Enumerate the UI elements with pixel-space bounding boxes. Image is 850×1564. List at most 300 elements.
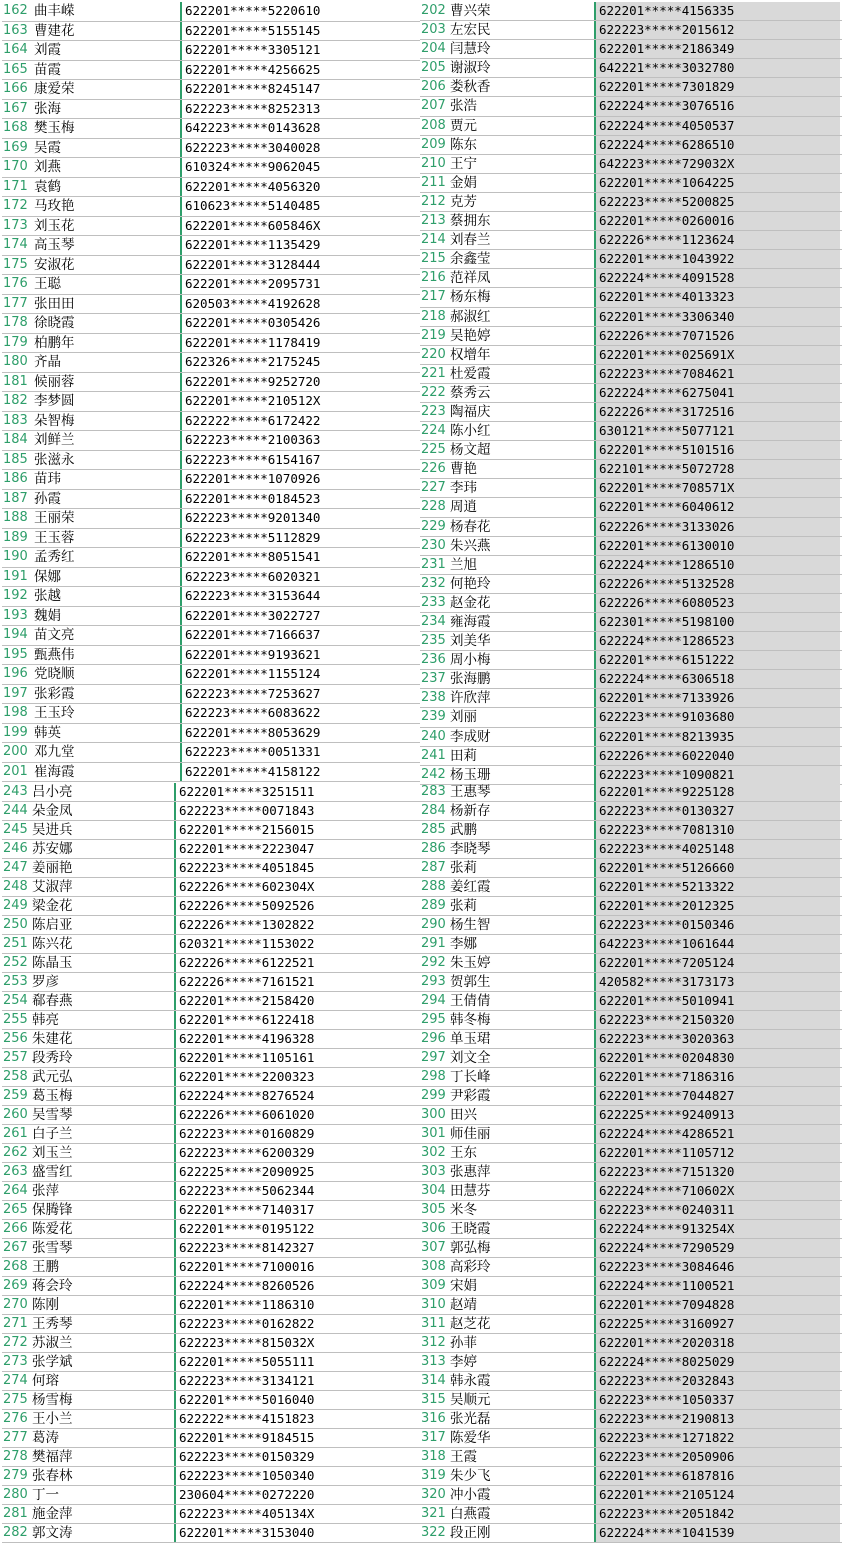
id-number-cell: 622224*****6275041 <box>594 384 840 402</box>
table-row <box>2 217 420 237</box>
name-cell: 刘霞 <box>34 42 61 58</box>
id-number-cell: 622223*****3153644 <box>180 587 420 606</box>
table-row <box>420 783 842 802</box>
row-number: 195 <box>3 646 28 662</box>
id-number-cell: 622201*****2200323 <box>174 1068 420 1086</box>
row-number: 239 <box>421 709 446 725</box>
name-cell: 赵芝花 <box>450 1316 491 1332</box>
table-row <box>420 821 842 840</box>
id-number-cell: 622223*****6020321 <box>180 568 420 587</box>
id-number-cell: 622201*****1105712 <box>594 1144 840 1162</box>
row-number: 311 <box>421 1316 446 1331</box>
name-cell: 赵金花 <box>450 594 491 611</box>
id-number-cell: 622223*****1050337 <box>594 1391 840 1409</box>
row-number: 304 <box>421 1183 446 1198</box>
id-number-cell: 622201*****3305121 <box>180 41 420 60</box>
row-number: 201 <box>3 763 28 779</box>
row-number: 240 <box>421 728 446 744</box>
row-number: 217 <box>421 289 446 305</box>
id-number-cell: 622226*****6061020 <box>174 1106 420 1124</box>
row-number: 208 <box>421 117 446 133</box>
row-number: 265 <box>3 1202 28 1217</box>
name-cell: 葛涛 <box>32 1430 59 1446</box>
name-cell: 高玉琴 <box>34 237 75 253</box>
name-cell: 段秀玲 <box>32 1050 73 1066</box>
name-cell: 苏淑兰 <box>32 1335 73 1351</box>
row-number: 280 <box>3 1487 28 1502</box>
name-cell: 权增年 <box>450 346 491 363</box>
row-number: 285 <box>421 822 446 837</box>
row-number: 197 <box>3 685 28 701</box>
name-cell: 陈刚 <box>32 1297 59 1313</box>
name-cell: 兰旭 <box>450 556 477 573</box>
row-number: 321 <box>421 1506 446 1521</box>
id-number-cell: 622201*****7140317 <box>174 1201 420 1219</box>
name-cell: 张彩霞 <box>34 685 75 702</box>
table-row <box>2 412 420 432</box>
table-row <box>2 1429 420 1448</box>
id-number-cell: 622225*****9240913 <box>594 1106 840 1124</box>
id-number-cell: 622226*****7071526 <box>594 327 840 345</box>
id-number-cell: 622201*****2158420 <box>174 992 420 1010</box>
table-row <box>2 916 420 935</box>
id-number-cell: 622201*****1186310 <box>174 1296 420 1314</box>
name-cell: 何瑢 <box>32 1373 59 1389</box>
row-number: 200 <box>3 744 28 759</box>
row-number: 165 <box>3 61 28 77</box>
row-number: 190 <box>3 549 28 564</box>
id-number-cell: 622223*****8142327 <box>174 1239 420 1257</box>
row-number: 320 <box>421 1487 446 1502</box>
id-number-cell: 622201*****2105124 <box>594 1486 840 1504</box>
id-number-cell: 622201*****6187816 <box>594 1467 840 1485</box>
name-cell: 王倩倩 <box>450 993 491 1009</box>
table-row <box>420 747 842 766</box>
table-row <box>2 353 420 373</box>
name-cell: 柏鹏年 <box>34 334 75 351</box>
name-cell: 刘玉花 <box>34 217 75 234</box>
id-number-cell: 622201*****0305426 <box>180 314 420 333</box>
id-number-cell: 622201*****7094828 <box>594 1296 840 1314</box>
id-number-cell: 642223*****0143628 <box>180 119 420 138</box>
table-row <box>420 613 842 632</box>
row-number: 282 <box>3 1525 28 1540</box>
id-number-cell: 622201*****0260016 <box>594 212 840 230</box>
table-row <box>2 763 420 783</box>
name-cell: 白子兰 <box>32 1126 73 1142</box>
row-number: 247 <box>3 860 28 875</box>
table-row <box>420 365 842 384</box>
name-cell: 韩永霞 <box>450 1373 491 1389</box>
row-number: 312 <box>421 1335 446 1350</box>
row-number: 216 <box>421 270 446 286</box>
name-cell: 保娜 <box>34 568 61 585</box>
table-row <box>420 1068 842 1087</box>
row-number: 199 <box>3 724 28 740</box>
row-number: 267 <box>3 1240 28 1255</box>
name-cell: 吴进兵 <box>32 822 73 838</box>
name-cell: 段正刚 <box>450 1525 491 1541</box>
row-number: 310 <box>421 1297 446 1312</box>
name-cell: 朵金凤 <box>32 803 73 819</box>
table-row <box>420 1049 842 1068</box>
name-cell: 甄燕伟 <box>34 646 75 663</box>
name-cell: 康爱荣 <box>34 81 75 97</box>
row-number: 219 <box>421 327 446 343</box>
table-row <box>420 1030 842 1049</box>
table-row <box>420 954 842 973</box>
row-number: 286 <box>421 841 446 856</box>
name-cell: 吴顺元 <box>450 1392 491 1408</box>
id-number-cell: 622223*****0240311 <box>594 1201 840 1219</box>
table-row <box>2 41 420 61</box>
table-row <box>2 1258 420 1277</box>
row-number: 243 <box>3 784 28 799</box>
table-row <box>2 821 420 840</box>
id-number-cell: 622224*****913254X <box>594 1220 840 1238</box>
id-number-cell: 622201*****6040612 <box>594 498 840 516</box>
table-row <box>420 575 842 594</box>
row-number: 176 <box>3 276 28 291</box>
row-number: 306 <box>421 1221 446 1236</box>
id-number-cell: 622223*****1050340 <box>174 1467 420 1485</box>
table-row <box>2 373 420 393</box>
table-row <box>2 897 420 916</box>
id-number-cell: 622201*****2012325 <box>594 897 840 915</box>
table-row <box>420 840 842 859</box>
name-cell: 李娜 <box>450 936 477 952</box>
id-number-cell: 622201*****9193621 <box>180 646 420 665</box>
id-number-cell: 622201*****3251511 <box>174 783 420 801</box>
row-number: 229 <box>421 518 446 534</box>
name-cell: 杨生智 <box>450 917 491 933</box>
name-cell: 苗文亮 <box>34 627 75 643</box>
row-number: 213 <box>421 213 446 229</box>
row-number: 252 <box>3 955 28 970</box>
name-cell: 许欣萍 <box>450 690 491 707</box>
row-number: 244 <box>3 803 28 818</box>
table-row <box>420 40 842 59</box>
name-cell: 蒋会玲 <box>32 1278 73 1294</box>
table-row <box>420 1391 842 1410</box>
id-number-cell: 622223*****5112829 <box>180 529 420 548</box>
id-number-cell: 622225*****2090925 <box>174 1163 420 1181</box>
name-cell: 刘鲜兰 <box>34 432 75 448</box>
id-number-cell: 622201*****2156015 <box>174 821 420 839</box>
id-number-cell: 622226*****602304X <box>174 878 420 896</box>
table-row <box>2 1163 420 1182</box>
id-number-cell: 622223*****0071843 <box>174 802 420 820</box>
table-row <box>420 59 842 78</box>
table-row <box>2 236 420 256</box>
name-cell: 周小梅 <box>450 652 491 669</box>
id-number-cell: 622201*****1043922 <box>594 250 840 268</box>
table-row <box>2 1125 420 1144</box>
name-cell: 范祥凤 <box>450 270 491 287</box>
name-cell: 师佳丽 <box>450 1126 491 1142</box>
name-cell: 王玉玲 <box>34 705 75 721</box>
id-number-cell: 622201*****0195122 <box>174 1220 420 1238</box>
row-number: 215 <box>421 251 446 267</box>
row-number: 193 <box>3 607 28 623</box>
name-cell: 白燕霞 <box>450 1506 491 1522</box>
name-cell: 梁金花 <box>32 898 73 914</box>
id-number-cell: 622226*****6080523 <box>594 594 840 612</box>
id-number-cell: 622223*****7084621 <box>594 365 840 383</box>
name-cell: 吕小亮 <box>32 784 73 800</box>
name-cell: 艾淑萍 <box>32 879 73 895</box>
row-number: 236 <box>421 652 446 668</box>
row-number: 232 <box>421 575 446 591</box>
row-number: 214 <box>421 232 446 248</box>
id-number-cell: 610623*****5140485 <box>180 197 420 216</box>
name-cell: 贾元 <box>450 117 477 134</box>
table-row <box>420 594 842 613</box>
table-row <box>2 470 420 490</box>
name-cell: 朱少飞 <box>450 1468 491 1484</box>
row-number: 292 <box>421 955 446 970</box>
table-row <box>2 1334 420 1353</box>
table-row <box>2 158 420 178</box>
row-number: 314 <box>421 1373 446 1388</box>
name-cell: 田莉 <box>450 747 477 764</box>
id-number-cell: 622223*****0130327 <box>594 802 840 820</box>
id-number-cell: 622224*****8260526 <box>174 1277 420 1295</box>
id-number-cell: 622226*****7161521 <box>174 973 420 991</box>
name-cell: 郗春燕 <box>32 993 73 1009</box>
row-number: 263 <box>3 1164 28 1179</box>
table-row <box>420 632 842 651</box>
row-number: 164 <box>3 42 28 57</box>
id-number-cell: 622223*****6154167 <box>180 451 420 470</box>
table-row <box>420 1296 842 1315</box>
id-number-cell: 622223*****1271822 <box>594 1429 840 1447</box>
table-row <box>2 935 420 954</box>
table-row <box>2 704 420 724</box>
id-number-cell: 622201*****1064225 <box>594 174 840 192</box>
table-row <box>2 100 420 120</box>
table-row <box>420 518 842 537</box>
id-number-cell: 622201*****8053629 <box>180 724 420 743</box>
id-number-cell: 622223*****0162822 <box>174 1315 420 1333</box>
row-number: 218 <box>421 308 446 324</box>
id-number-cell: 622224*****7290529 <box>594 1239 840 1257</box>
row-number: 297 <box>421 1050 446 1065</box>
table-row <box>420 422 842 441</box>
id-number-cell: 622223*****2015612 <box>594 21 840 39</box>
id-number-cell: 622224*****3076516 <box>594 97 840 115</box>
id-number-cell: 622201*****2020318 <box>594 1334 840 1352</box>
name-cell: 张海 <box>34 100 61 117</box>
name-cell: 韩英 <box>34 724 61 741</box>
table-row <box>420 212 842 231</box>
table-row <box>2 295 420 315</box>
name-cell: 娄秋香 <box>450 79 491 96</box>
name-cell: 陈启亚 <box>32 917 73 933</box>
name-cell: 朱建花 <box>32 1031 73 1047</box>
name-cell: 何艳玲 <box>450 575 491 592</box>
table-row <box>2 878 420 897</box>
table-row <box>2 2 420 22</box>
id-number-cell: 622201*****5101516 <box>594 441 840 459</box>
row-number: 222 <box>421 384 446 400</box>
table-row <box>2 1201 420 1220</box>
id-number-cell: 622226*****1123624 <box>594 231 840 249</box>
name-cell: 杨雪梅 <box>32 1392 73 1408</box>
row-number: 253 <box>3 974 28 989</box>
row-number: 295 <box>421 1012 446 1027</box>
id-number-cell: 622201*****8245147 <box>180 80 420 99</box>
row-number: 245 <box>3 822 28 837</box>
row-number: 301 <box>421 1126 446 1141</box>
row-number: 305 <box>421 1202 446 1217</box>
table-row <box>420 155 842 174</box>
table-row <box>420 1106 842 1125</box>
table-row <box>2 178 420 198</box>
name-cell: 吴艳婷 <box>450 327 491 344</box>
row-number: 277 <box>3 1430 28 1445</box>
name-cell: 闫慧玲 <box>450 41 491 58</box>
row-number: 281 <box>3 1506 28 1521</box>
name-cell: 韩亮 <box>32 1012 59 1028</box>
row-number: 250 <box>3 917 28 932</box>
table-row <box>420 651 842 670</box>
row-number: 272 <box>3 1335 28 1350</box>
table-row <box>2 973 420 992</box>
table-row <box>2 1068 420 1087</box>
name-cell: 袁鹤 <box>34 178 61 195</box>
id-number-cell: 622223*****405134X <box>174 1505 420 1523</box>
table-row <box>2 1315 420 1334</box>
name-cell: 孟秀红 <box>34 549 75 565</box>
id-number-cell: 622201*****708571X <box>594 479 840 497</box>
row-number: 248 <box>3 879 28 894</box>
name-cell: 米冬 <box>450 1202 477 1218</box>
id-number-cell: 622201*****025691X <box>594 346 840 364</box>
row-number: 204 <box>421 41 446 57</box>
name-cell: 张田田 <box>34 295 75 312</box>
row-number: 278 <box>3 1449 28 1464</box>
name-cell: 郭弘梅 <box>450 1240 491 1256</box>
table-row <box>2 724 420 744</box>
table-row <box>2 490 420 510</box>
id-number-cell: 622201*****5155145 <box>180 22 420 41</box>
name-cell: 张莉 <box>450 898 477 914</box>
name-cell: 陈小红 <box>450 423 491 440</box>
name-cell: 党晓顺 <box>34 666 75 682</box>
row-number: 293 <box>421 974 446 989</box>
row-number: 209 <box>421 136 446 152</box>
table-row <box>420 1448 842 1467</box>
row-number: 307 <box>421 1240 446 1255</box>
name-cell: 高彩玲 <box>450 1259 491 1275</box>
table-row <box>420 1353 842 1372</box>
row-number: 179 <box>3 334 28 350</box>
id-number-cell: 622223*****9103680 <box>594 708 840 726</box>
table-row <box>420 384 842 403</box>
table-row <box>2 275 420 295</box>
row-number: 227 <box>421 480 446 496</box>
id-number-cell: 622223*****3084646 <box>594 1258 840 1276</box>
id-number-cell: 622226*****5092526 <box>174 897 420 915</box>
row-number: 173 <box>3 217 28 233</box>
table-row <box>2 954 420 973</box>
table-row <box>2 1505 420 1524</box>
id-number-cell: 622201*****6151222 <box>594 651 840 669</box>
row-number: 296 <box>421 1031 446 1046</box>
table-row <box>2 646 420 666</box>
name-cell: 崔海霞 <box>34 763 75 780</box>
table-row <box>420 1429 842 1448</box>
row-number: 185 <box>3 451 28 467</box>
id-number-cell: 622201*****7186316 <box>594 1068 840 1086</box>
name-cell: 曲丰嵘 <box>34 3 75 19</box>
id-number-cell: 622223*****3134121 <box>174 1372 420 1390</box>
id-number-cell: 622201*****5010941 <box>594 992 840 1010</box>
name-cell: 候丽蓉 <box>34 373 75 390</box>
table-row <box>420 1467 842 1486</box>
row-number: 268 <box>3 1259 28 1274</box>
id-number-cell: 622223*****2051842 <box>594 1505 840 1523</box>
row-number: 316 <box>421 1411 446 1426</box>
row-number: 171 <box>3 178 28 194</box>
table-row <box>420 2 842 21</box>
id-number-cell: 622201*****2186349 <box>594 40 840 58</box>
name-cell: 李梦圆 <box>34 393 75 409</box>
table-row <box>420 250 842 269</box>
table-row <box>420 288 842 307</box>
table-row <box>420 1524 842 1543</box>
table-row <box>420 728 842 747</box>
name-cell: 谢淑玲 <box>450 60 491 77</box>
id-number-cell: 622226*****3133026 <box>594 518 840 536</box>
name-cell: 李晓琴 <box>450 841 491 857</box>
id-number-cell: 622201*****5016040 <box>174 1391 420 1409</box>
name-cell: 王宁 <box>450 155 477 172</box>
table-row <box>2 1391 420 1410</box>
id-number-cell: 622223*****3040028 <box>180 139 420 158</box>
row-number: 206 <box>421 79 446 95</box>
row-number: 315 <box>421 1392 446 1407</box>
id-number-cell: 622201*****1155124 <box>180 665 420 684</box>
name-cell: 李玮 <box>450 480 477 497</box>
name-cell: 徐晓霞 <box>34 315 75 331</box>
id-number-cell: 622201*****4158122 <box>180 763 420 782</box>
id-number-cell: 622224*****4050537 <box>594 117 840 135</box>
table-row <box>2 1277 420 1296</box>
row-number: 313 <box>421 1354 446 1369</box>
id-number-cell: 622201*****605846X <box>180 217 420 236</box>
id-number-cell: 622201*****3128444 <box>180 256 420 275</box>
table-row <box>420 231 842 250</box>
id-number-cell: 622226*****5132528 <box>594 575 840 593</box>
name-cell: 杜爱霞 <box>450 365 491 382</box>
row-number: 207 <box>421 98 446 114</box>
row-number: 175 <box>3 256 28 272</box>
name-cell: 王霞 <box>450 1449 477 1465</box>
table-block-bottom-left <box>2 783 420 1543</box>
name-cell: 武元弘 <box>32 1069 73 1085</box>
table-row <box>2 626 420 646</box>
row-number: 254 <box>3 993 28 1008</box>
id-number-cell: 622224*****710602X <box>594 1182 840 1200</box>
name-cell: 陶福庆 <box>450 403 491 420</box>
table-row <box>420 556 842 575</box>
id-number-cell: 622201*****6130010 <box>594 537 840 555</box>
row-number: 256 <box>3 1031 28 1046</box>
table-row <box>2 1296 420 1315</box>
table-row <box>420 1410 842 1429</box>
